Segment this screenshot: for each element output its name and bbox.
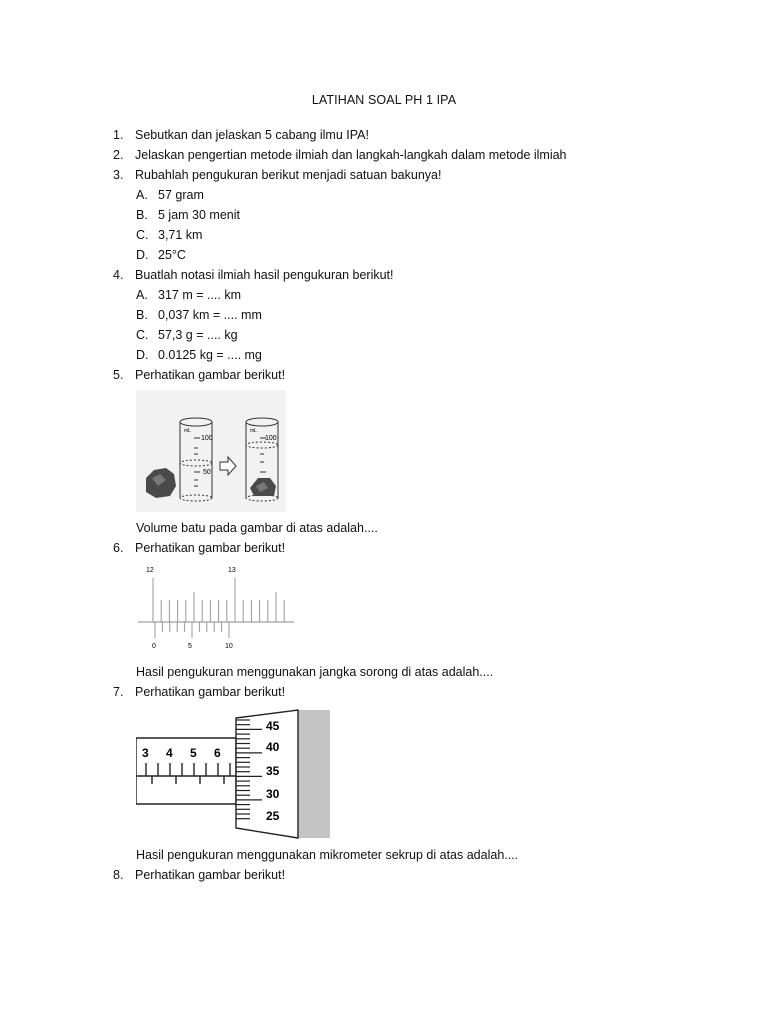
scale-label-100: 100 bbox=[265, 435, 277, 442]
question-text: Buatlah notasi ilmiah hasil pengukuran berikut! bbox=[135, 268, 394, 282]
question-8 bbox=[113, 867, 285, 883]
option-letter: A. bbox=[136, 288, 148, 302]
option-letter: C. bbox=[136, 328, 149, 342]
question-3-option-b bbox=[136, 207, 240, 223]
question-3-option-c bbox=[136, 227, 202, 243]
sleeve-label-6: 6 bbox=[214, 746, 221, 760]
question-4-option-d bbox=[136, 347, 262, 363]
option-text: 5 jam 30 menit bbox=[158, 208, 240, 222]
question-3-option-d bbox=[136, 247, 186, 263]
vernier-label-0: 0 bbox=[152, 643, 156, 650]
micrometer-sleeve bbox=[136, 738, 236, 804]
vernier-scale-ticks bbox=[155, 622, 229, 638]
question-7-caption: Hasil pengukuran menggunakan mikrometer sekrup di atas adalah.... bbox=[136, 848, 519, 862]
thimble-label-35: 35 bbox=[266, 764, 280, 778]
question-number: 1. bbox=[113, 128, 124, 142]
option-text: 57 gram bbox=[158, 188, 204, 202]
question-4-option-a bbox=[136, 287, 241, 303]
option-letter: D. bbox=[136, 248, 149, 262]
option-letter: A. bbox=[136, 188, 148, 202]
unit-label: mL bbox=[250, 428, 257, 434]
vernier-label-10: 10 bbox=[225, 643, 233, 650]
main-scale-ticks bbox=[153, 578, 284, 622]
question-4 bbox=[113, 267, 394, 283]
thimble-label-30: 30 bbox=[266, 787, 280, 801]
question-number: 5. bbox=[113, 368, 124, 382]
vernier-label-5: 5 bbox=[188, 643, 192, 650]
question-6 bbox=[113, 540, 285, 556]
question-4-option-c bbox=[136, 327, 238, 343]
main-scale-label-12: 12 bbox=[146, 567, 154, 574]
question-text: Perhatikan gambar berikut! bbox=[135, 685, 286, 699]
question-text: Perhatikan gambar berikut! bbox=[135, 368, 286, 382]
question-text: Perhatikan gambar berikut! bbox=[135, 541, 286, 555]
question-6-caption: Hasil pengukuran menggunakan jangka sorong di atas adalah.... bbox=[136, 665, 494, 679]
option-text: 317 m = .... km bbox=[158, 288, 242, 302]
unit-label: mL bbox=[184, 428, 191, 434]
question-number: 2. bbox=[113, 148, 124, 162]
scale-label-100: 100 bbox=[201, 435, 213, 442]
question-3 bbox=[113, 167, 441, 183]
question-7 bbox=[113, 684, 285, 700]
thimble-label-40: 40 bbox=[266, 740, 280, 754]
question-number: 6. bbox=[113, 541, 124, 555]
sleeve-label-4: 4 bbox=[166, 746, 173, 760]
sleeve-label-3: 3 bbox=[142, 746, 149, 760]
question-text: Sebutkan dan jelaskan 5 cabang ilmu IPA! bbox=[135, 128, 369, 142]
option-letter: C. bbox=[136, 228, 149, 242]
question-text: Jelaskan pengertian metode ilmiah dan langkah-langkah dalam metode ilmiah bbox=[135, 148, 567, 162]
scale-label-50: 50 bbox=[203, 469, 211, 476]
option-text: 0.0125 kg = .... mg bbox=[158, 348, 262, 362]
question-text: Rubahlah pengukuran berikut menjadi satuan bakunya! bbox=[135, 168, 442, 182]
measuring-cylinder-figure bbox=[136, 390, 286, 512]
option-text: 0,037 km = .... mm bbox=[158, 308, 262, 322]
question-number: 3. bbox=[113, 168, 124, 182]
question-3-option-a bbox=[136, 187, 204, 203]
question-5-caption: Volume batu pada gambar di atas adalah.... bbox=[136, 521, 378, 535]
thimble-label-45: 45 bbox=[266, 719, 280, 733]
thimble-label-25: 25 bbox=[266, 809, 280, 823]
option-letter: B. bbox=[136, 208, 148, 222]
question-number: 8. bbox=[113, 868, 124, 882]
vernier-caliper-figure bbox=[136, 560, 296, 655]
question-5 bbox=[113, 367, 285, 383]
option-text: 3,71 km bbox=[158, 228, 203, 242]
option-letter: B. bbox=[136, 308, 148, 322]
option-text: 57,3 g = .... kg bbox=[158, 328, 238, 342]
main-scale-label-13: 13 bbox=[228, 567, 236, 574]
question-1 bbox=[113, 127, 369, 143]
option-letter: D. bbox=[136, 348, 149, 362]
page-title: LATIHAN SOAL PH 1 IPA bbox=[311, 93, 457, 107]
micrometer-figure bbox=[136, 708, 332, 840]
question-number: 4. bbox=[113, 268, 124, 282]
question-text: Perhatikan gambar berikut! bbox=[135, 868, 286, 882]
sleeve-label-5: 5 bbox=[190, 746, 197, 760]
option-text: 25°C bbox=[158, 248, 186, 262]
question-number: 7. bbox=[113, 685, 124, 699]
question-2 bbox=[113, 147, 567, 163]
question-4-option-b bbox=[136, 307, 262, 323]
micrometer-spindle bbox=[298, 710, 330, 838]
